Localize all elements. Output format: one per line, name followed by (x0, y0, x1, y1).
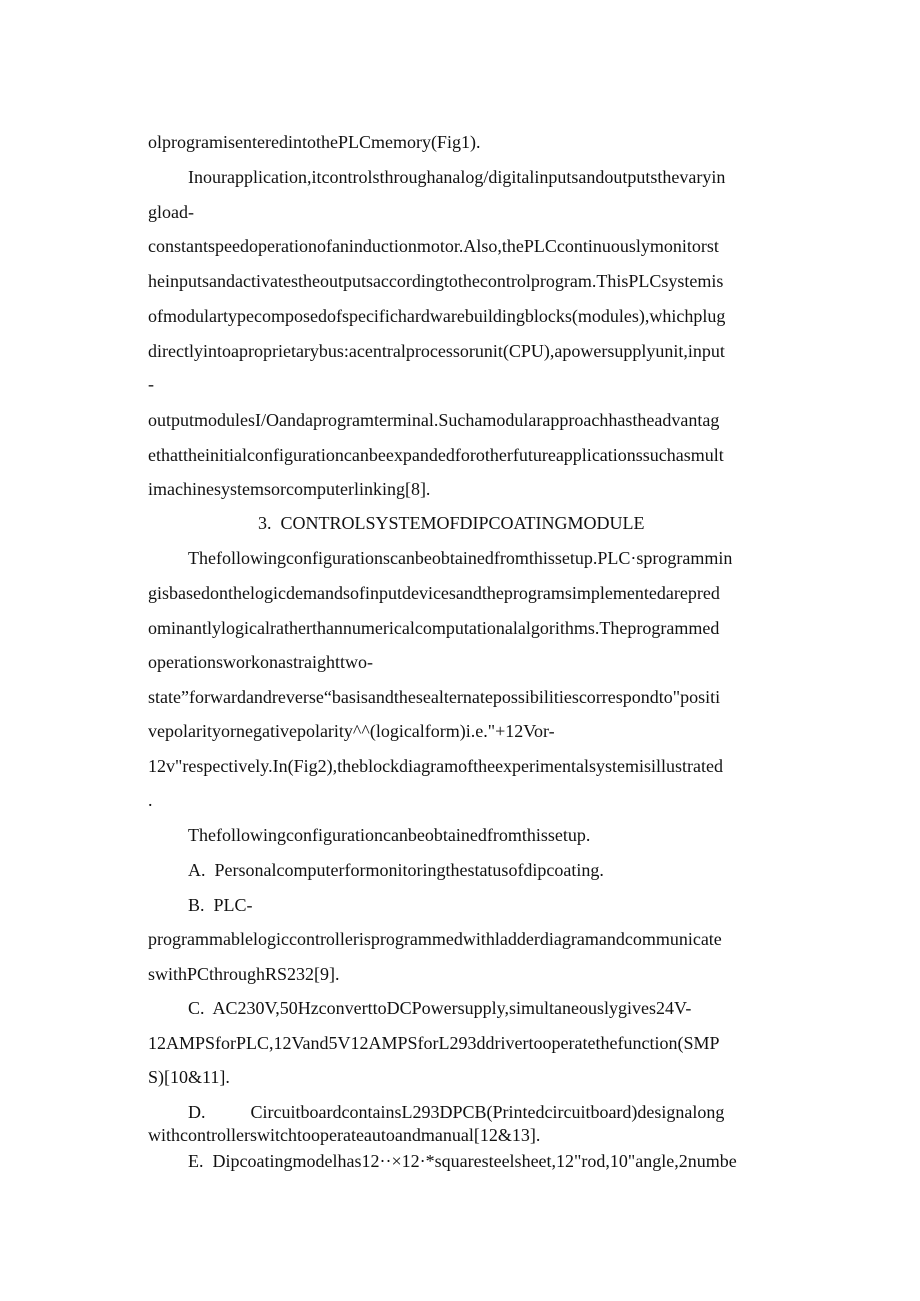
paragraph-first-line: Inourapplication,itcontrolsthroughanalog/digitalinputsandoutputsthevaryin (188, 167, 726, 187)
text-line: vepolarityornegativepolarity^^(logicalform)i.e."+12Vor- (148, 721, 555, 741)
list-item-e: E. Dipcoatingmodelhas12··×12·*squaresteelsheet,12"rod,10"angle,2numbe (188, 1151, 737, 1171)
list-item-d: D. CircuitboardcontainsL293DPCB(Printedcircuitboard)designalong (188, 1102, 725, 1122)
text-line: withcontrollerswitchtooperateautoandmanual[12&13]. (148, 1125, 541, 1145)
text-line: olprogramisenteredintothePLCmemory(Fig1). (148, 132, 481, 152)
paragraph-first-line: Thefollowingconfigurationcanbeobtainedfromthissetup. (188, 825, 591, 845)
text-line: gisbasedonthelogicdemandsofinputdevicesandtheprogramsimplementedarepred (148, 583, 720, 603)
text-line: directlyintoaproprietarybus:acentralprocessorunit(CPU),apowersupplyunit,input (148, 341, 725, 361)
list-item-a: A. Personalcomputerformonitoringthestatusofdipcoating. (188, 860, 604, 880)
text-line: ofmodulartypecomposedofspecifichardwarebuildingblocks(modules),whichplug (148, 306, 726, 326)
section-heading: 3. CONTROLSYSTEMOFDIPCOATINGMODULE (258, 513, 645, 533)
text-line: outputmodulesI/Oandaprogramterminal.Suchamodularapproachhastheadvantag (148, 410, 720, 430)
list-item-c: C. AC230V,50HzconverttoDCPowersupply,simultaneouslygives24V- (188, 998, 692, 1018)
text-line: - (148, 374, 154, 394)
text-line: S)[10&11]. (148, 1067, 230, 1087)
text-line: 12AMPSforPLC,12Vand5V12AMPSforL293ddrivertooperatethefunction(SMP (148, 1033, 720, 1053)
paragraph-first-line: Thefollowingconfigurationscanbeobtainedfromthissetup.PLC·sprogrammin (188, 548, 733, 568)
text-line: constantspeedoperationofaninductionmotor.Also,thePLCcontinuouslymonitorst (148, 236, 719, 256)
text-line: imachinesystemsorcomputerlinking[8]. (148, 479, 431, 499)
text-line: gload- (148, 202, 194, 222)
text-line: ominantlylogicalratherthannumericalcomputationalalgorithms.Theprogrammed (148, 618, 720, 638)
text-line: . (148, 790, 153, 810)
text-line: operationsworkonastraighttwo- (148, 652, 373, 672)
list-item-b: B. PLC- (188, 895, 253, 915)
text-line: 12v"respectively.In(Fig2),theblockdiagramoftheexperimentalsystemisillustrated (148, 756, 724, 776)
text-line: programmablelogiccontrollerisprogrammedwithladderdiagramandcommunicate (148, 929, 722, 949)
text-line: ethattheinitialconfigurationcanbeexpandedforotherfutureapplicationssuchasmult (148, 445, 724, 465)
text-line: heinputsandactivatestheoutputsaccordingtothecontrolprogram.ThisPLCsystemis (148, 271, 724, 291)
text-line: swithPCthroughRS232[9]. (148, 964, 340, 984)
text-line: state”forwardandreverse“basisandthesealternatepossibilitiescorrespondto"positi (148, 687, 721, 707)
